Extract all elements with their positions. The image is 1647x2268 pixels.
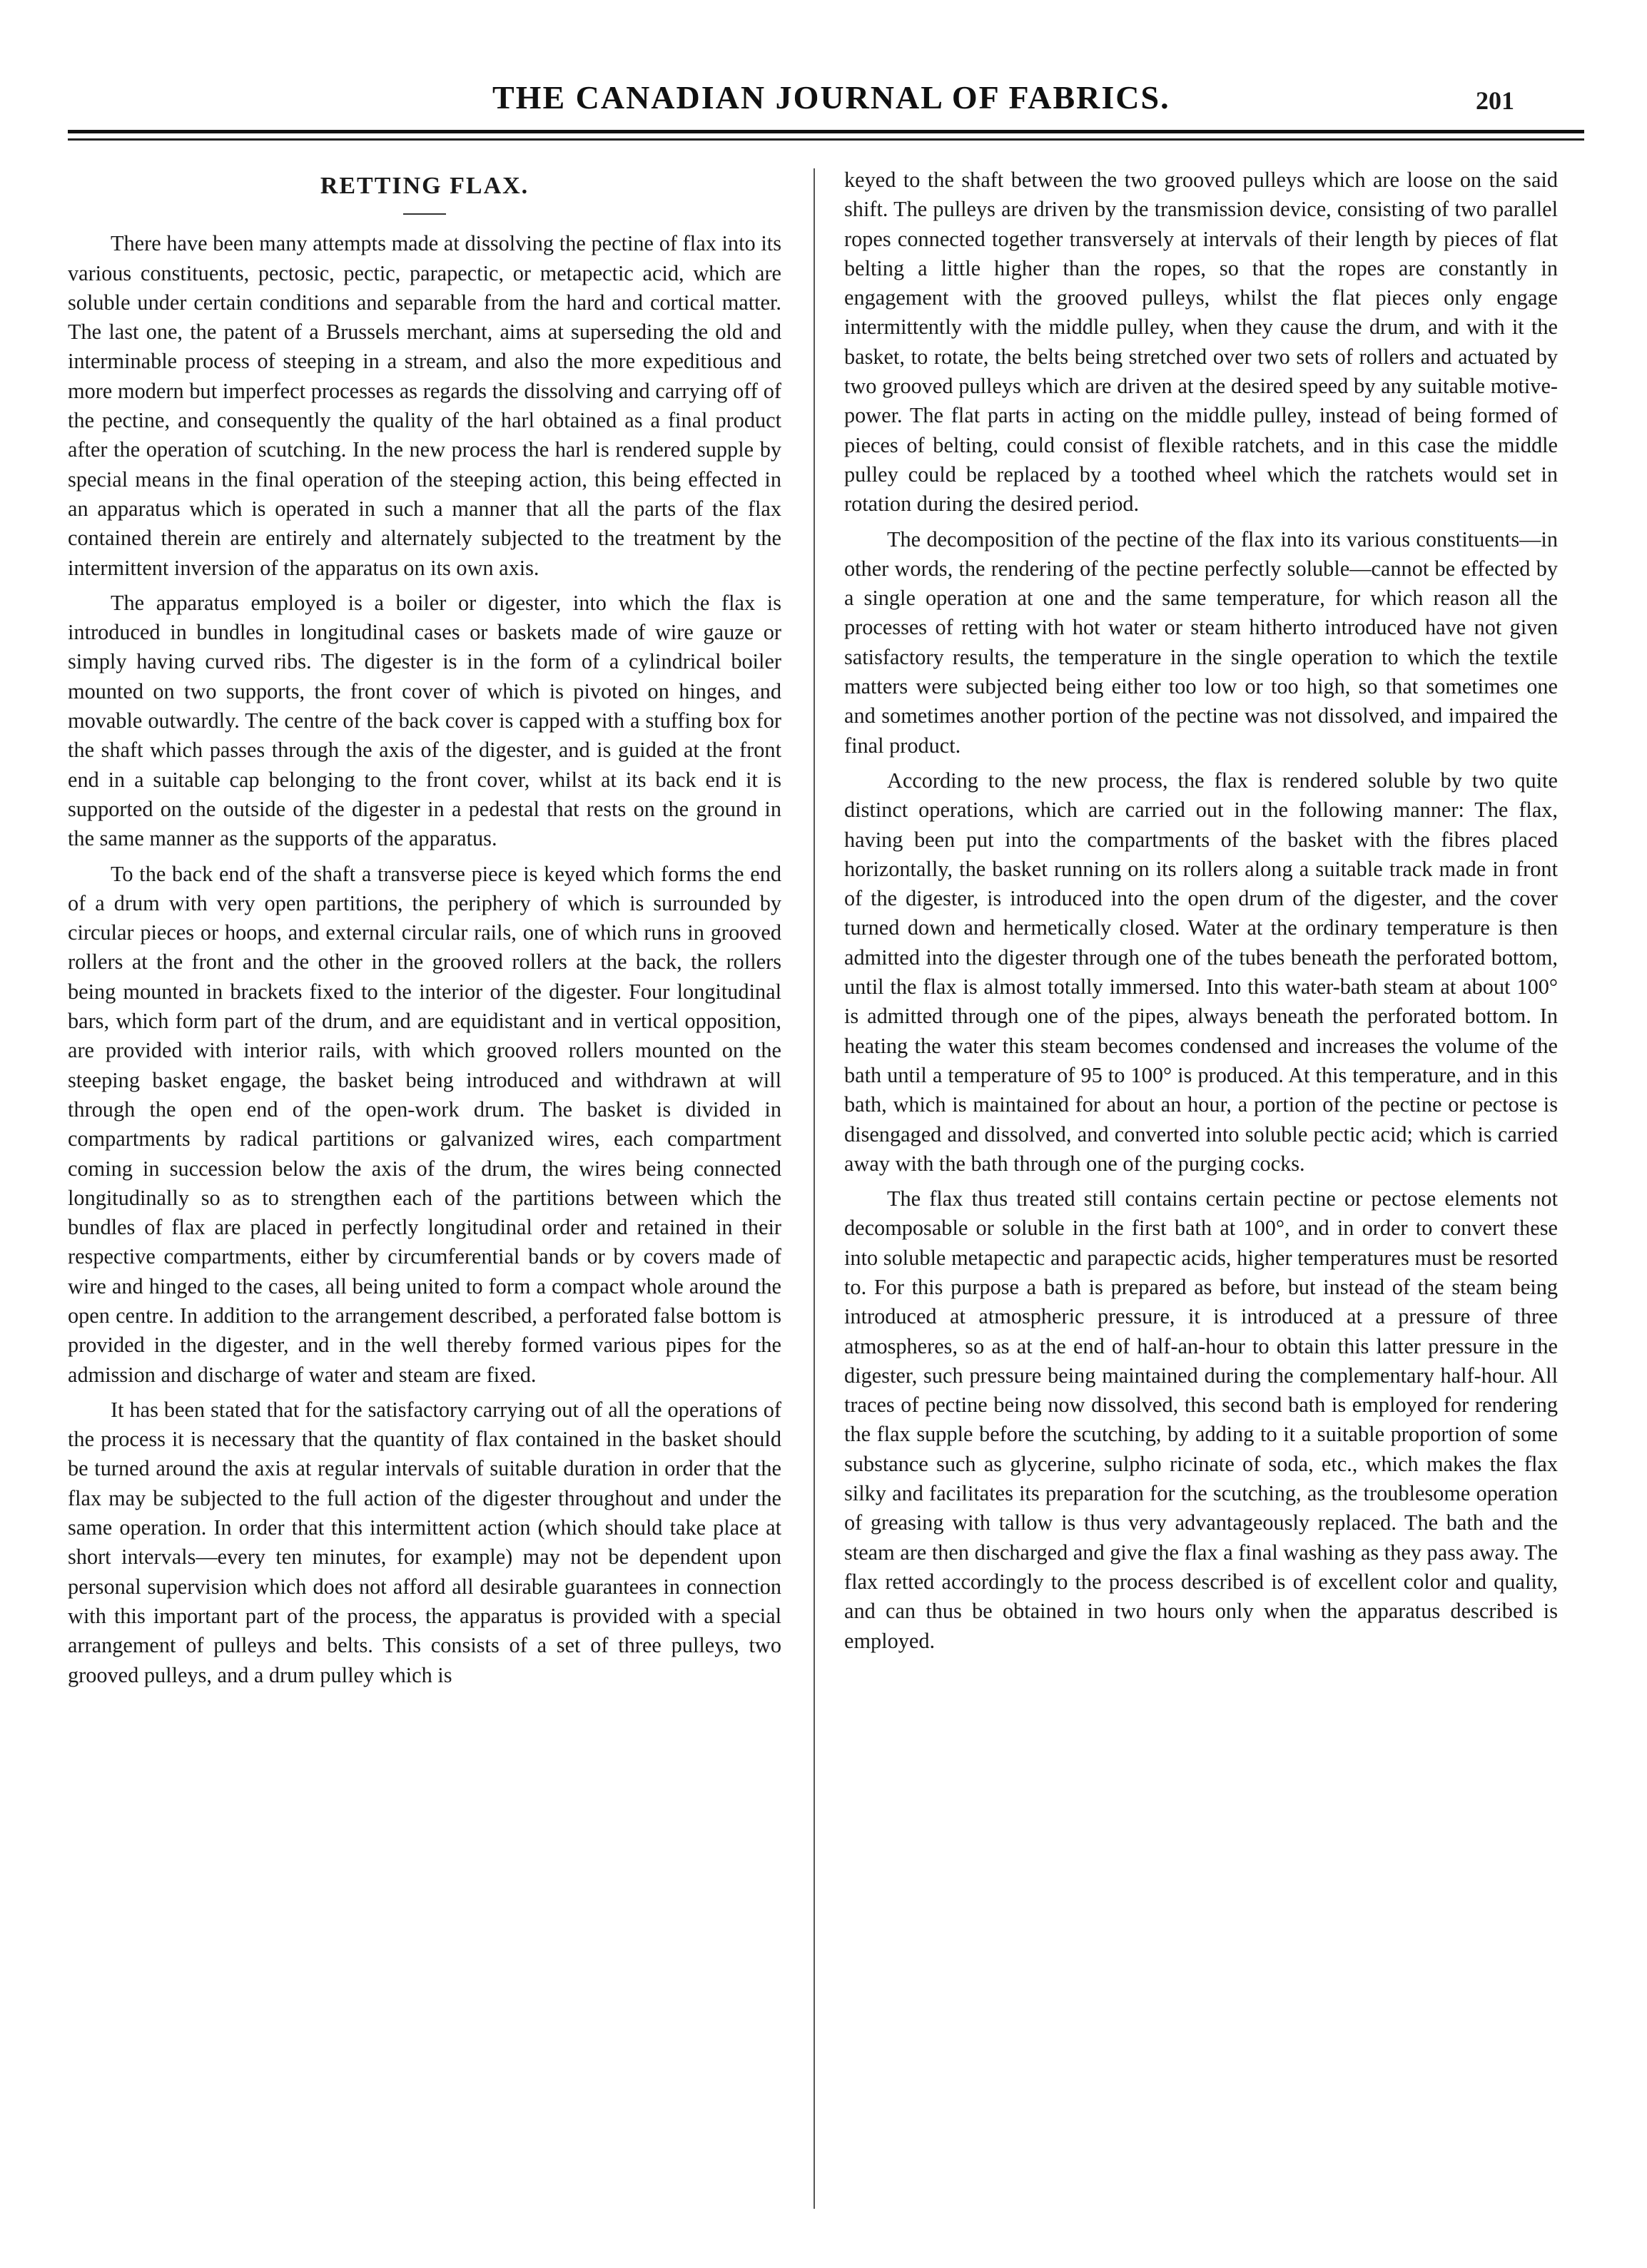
paragraph: The flax thus treated still contains certain pectine or pectose elements not decomposable or soluble in the first bath at 100°, and in order to convert these into soluble metapectic and parapectic acids, higher temperatures must be resorted to. For this purpose a bath is prepared as before, but instead of the steam being introduced at atmospheric pressure, it is introduced at a pressure of three atmospheres, so as at the end of half-an-hour to obtain this latter pressure in the digester, such pressure being maintained during the complementary half-hour. All traces of pectine being now dissolved, this second bath is employed for rendering the flax supple before the scutching, by adding to it a suitable proportion of some substance such as glycerine, sulpho ricinate of soda, etc., which makes the flax silky and facilitates its preparation for the scutching, as the troublesome operation of greasing with tallow is thus very advantageously replaced. The bath and the steam are then discharged and give the flax a final washing as they pass away. The flax retted accordingly to the process described is of excellent color and quality, and can thus be obtained in two hours only when the apparatus described is employed.: [844, 1186, 1558, 1653]
title-rule: [403, 213, 446, 215]
page-header: [0, 0, 1647, 150]
right-column: [844, 166, 1558, 2227]
journal-title: THE CANADIAN JOURNAL OF FABRICS.: [492, 79, 1170, 116]
header-rule: [68, 130, 1584, 133]
paragraph: According to the new process, the flax is rendered soluble by two quite distinct operations, which are carried out in the following manner: The flax, having been put into the compartments of the basket with the fibres placed horizontally, the basket running on its rollers along a suitable track made in front of the digester, is introduced into the open drum of the digester, and the cover turned down and hermetically closed. Water at the ordinary temperature is then admitted into the digester through one of the tubes beneath the perforated bottom, until the flax is almost totally immersed. Into this water-bath steam at about 100° is admitted through one of the pipes, always beneath the perforated bottom. In heating the water this steam becomes condensed and increases the volume of the bath until a temperature of 95 to 100° is produced. At this temperature, and in this bath, which is maintained for about an hour, a portion of the pectine or pectose is disengaged and dissolved, and converted into soluble pectic acid; which is carried away with the bath through one of the purging cocks.: [844, 768, 1558, 1176]
paragraph: To the back end of the shaft a transverse piece is keyed which forms the end of a drum with very open partitions, the periphery of which is surrounded by circular pieces or hoops, and external circular rails, one of which runs in grooved rollers at the front and the other in the grooved rollers at the back, the rollers being mounted in brackets fixed to the interior of the digester. Four longitudinal bars, which form part of the drum, and are equidistant and in vertical opposition, are provided with interior rails, with which grooved rollers mounted on the steeping basket engage, the basket being introduced and withdrawn at will through the open end of the open-work drum. The basket is divided in compartments by radical partitions or galvanized wires, each compartment coming in succession below the axis of the drum, the wires being connected longitudinally so as to strengthen each of the partitions between which the bundles of flax are placed in perfectly longitudinal order and retained in their respective compartments, either by circumferential bands or by covers made of wire and hinged to the cases, all being united to form a compact whole around the open centre. In addition to the arrangement described, a perforated false bottom is provided in the digester, and in the well thereby formed various pipes for the admission and discharge of water and steam are fixed.: [68, 861, 781, 1387]
column-divider: [814, 168, 815, 2209]
header-rule-secondary: [68, 138, 1584, 141]
paragraph: The apparatus employed is a boiler or digester, into which the flax is introduced in bundles in longitudinal cases or baskets made of wire gauze or simply having curved ribs. The digester is in the form of a cylindrical boiler mounted on two supports, the front cover of which is pivoted on hinges, and movable outwardly. The centre of the back cover is capped with a stuffing box for the shaft which passes through the axis of the digester, and is guided at the front end in a suitable cap belonging to the front cover, whilst at its back end it is supported on the outside of the digester in a pedestal that rests on the ground in the same manner as the supports of the apparatus.: [68, 590, 781, 851]
paragraph: The decomposition of the pectine of the flax into its various constituents—in other words, the rendering of the pectine perfectly soluble—cannot be effected by a single operation at one and the same temperature, for which reason all the processes of retting with hot water or steam hitherto introduced have not given satisfactory results, the temperature in the single operation to which the textile matters were subjected being either too low or too high, so that sometimes one and sometimes another portion of the pectine was not dissolved, and impaired the final product.: [844, 527, 1558, 758]
page-number: 201: [1476, 86, 1514, 115]
paragraph: It has been stated that for the satisfactory carrying out of all the operations of the process it is necessary that the quantity of flax contained in the basket should be turned around the axis at regular intervals of suitable duration in order that the flax may be subjected to the full action of the digester throughout and under the same operation. In order that this intermittent action (which should take place at short intervals—every ten minutes, for example) may not be dependent upon personal supervision which does not afford all desirable guarantees in connection with this important part of the process, the apparatus is provided with a special arrangement of pulleys and belts. This consists of a set of three pulleys, two grooved pulleys, and a drum pulley which is: [68, 1397, 781, 1687]
article-title: RETTING FLAX.: [320, 173, 529, 199]
paragraph: There have been many attempts made at dissolving the pectine of flax into its various constituents, pectosic, pectic, parapectic, or metapectic acid, which are soluble under certain conditions and separable from the hard and cortical matter. The last one, the patent of a Brussels merchant, aims at superseding the old and interminable process of steeping in a stream, and also the more expeditious and more modern but imperfect processes as regards the dissolving and carrying off of the pectine, and consequently the quality of the harl obtained as a final product after the operation of scutching. In the new process the harl is rendered supple by special means in the final operation of the steeping action, this being effected in an apparatus which is operated in such a manner that all the parts of the flax contained therein are entirely and alternately subjected to the treatment by the intermittent inversion of the apparatus on its own axis.: [68, 231, 781, 580]
paragraph-continued: keyed to the shaft between the two grooved pulleys which are loose on the said shift. The pulleys are driven by the transmission device, consisting of two parallel ropes connected together transversely at intervals of their length by pieces of flat belting a little higher than the ropes, so that the ropes are constantly in engagement with the grooved pulleys, whilst the flat pieces only engage intermittently with the middle pulley, when they cause the drum, and with it the basket, to rotate, the belts being stretched over two sets of rollers and actuated by two grooved pulleys which are driven at the desired speed by any suitable motive-power. The flat parts in acting on the middle pulley, instead of being formed of pieces of belting, could consist of flexible ratchets, and in this case the middle pulley could be replaced by a toothed wheel which the ratchets would set in rotation during the desired period.: [844, 168, 1558, 517]
left-column: [68, 166, 781, 2227]
